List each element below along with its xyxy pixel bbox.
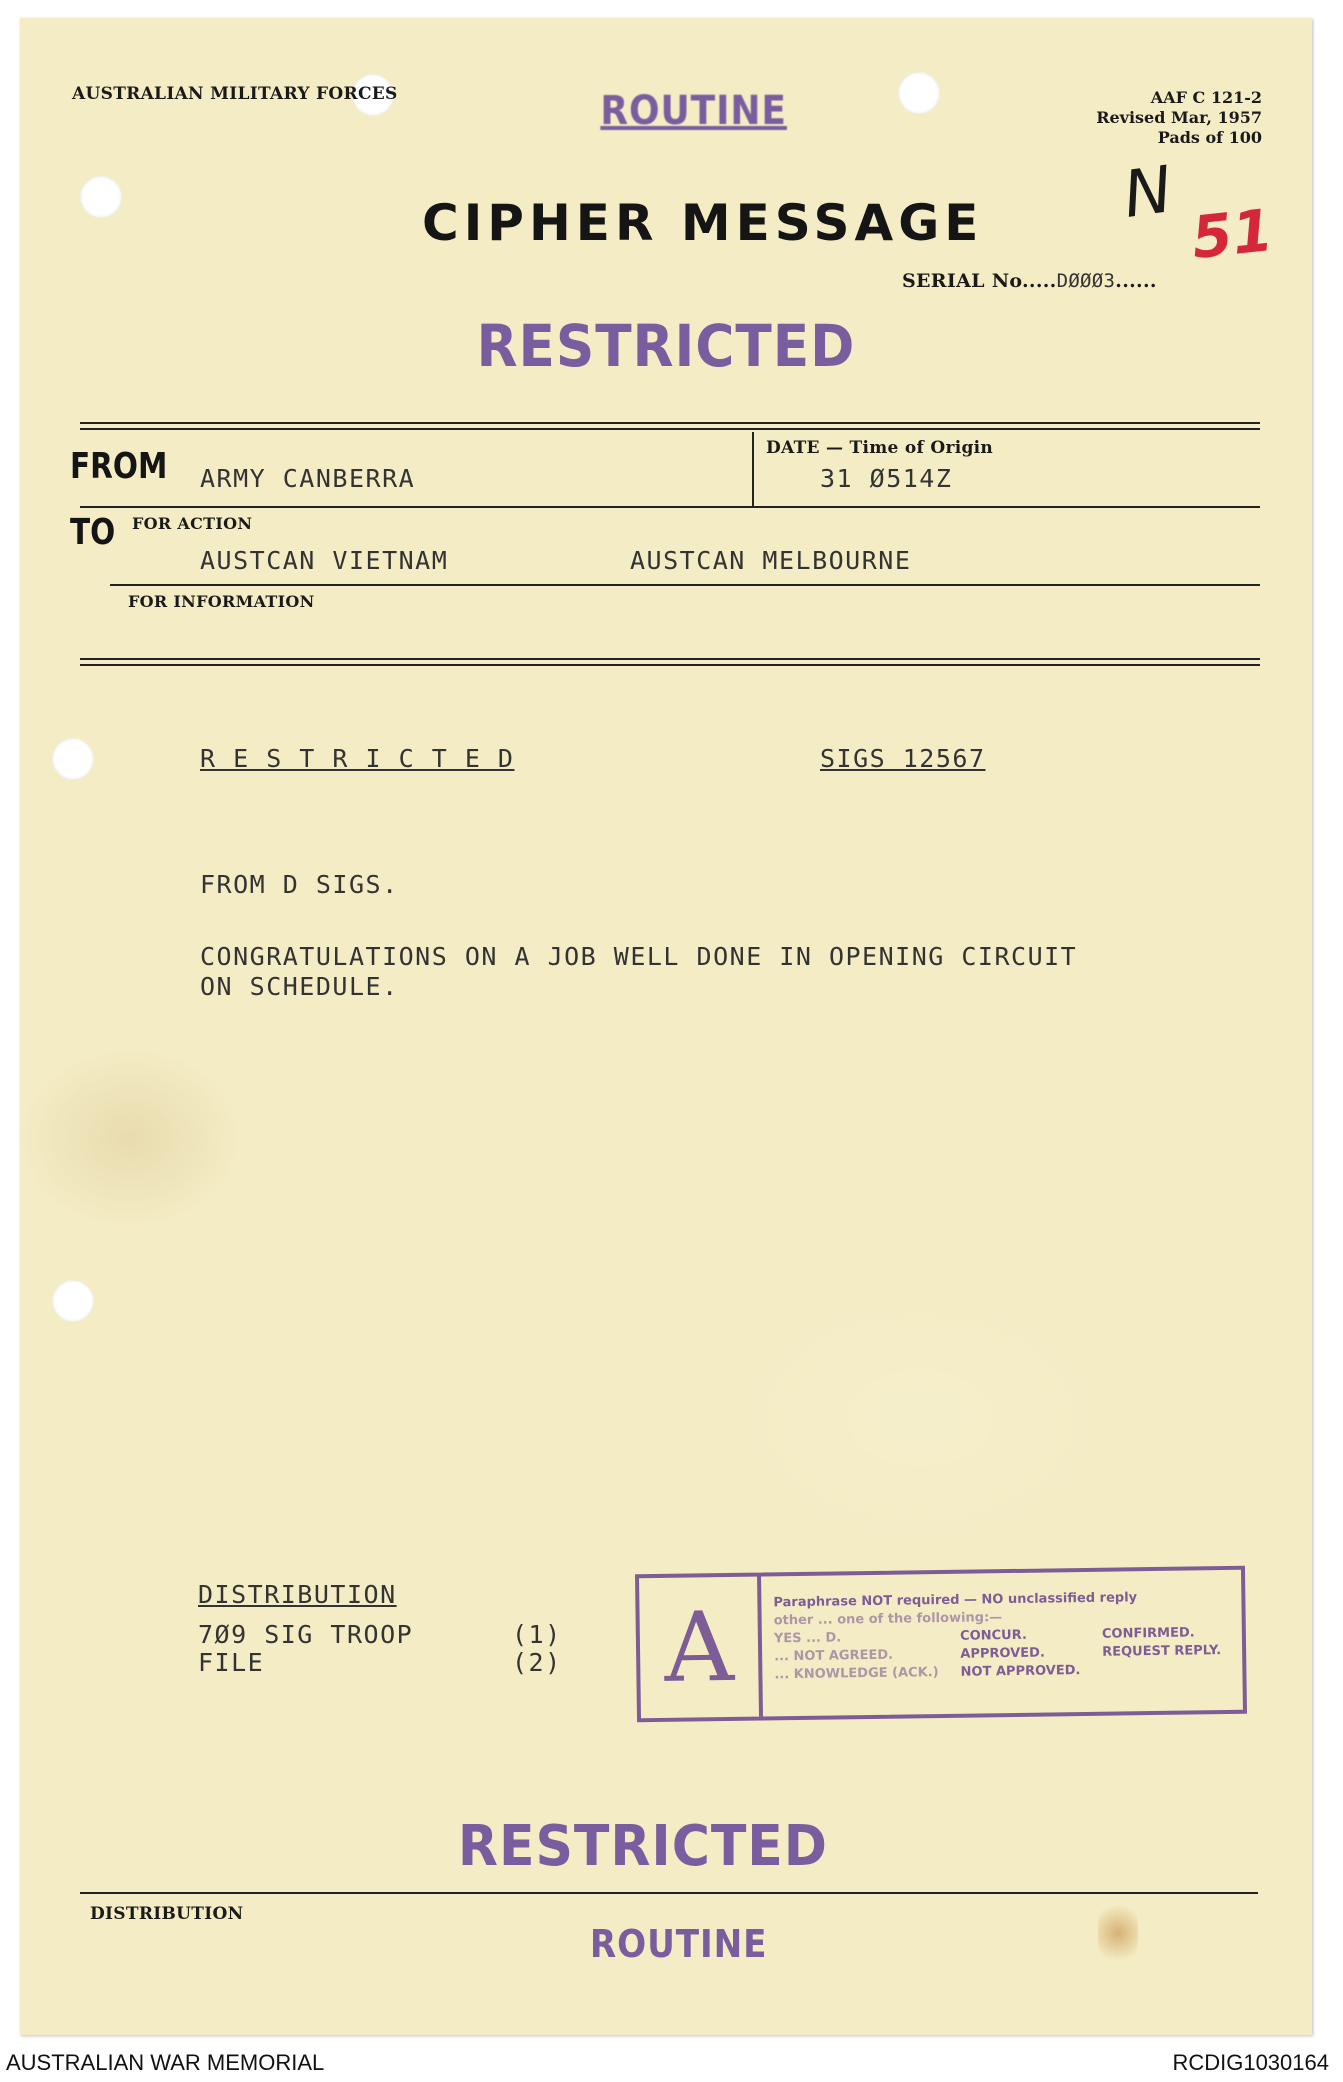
date-divider	[752, 432, 754, 508]
punch-hole	[80, 176, 122, 218]
message-originator: FROM D SIGS.	[200, 870, 399, 899]
to-rule	[110, 584, 1260, 586]
form-number-block	[1096, 88, 1262, 148]
punch-hole	[898, 72, 940, 114]
from-value: ARMY CANBERRA	[200, 464, 416, 493]
handwritten-letter: N	[1119, 153, 1177, 233]
message-body-line: CONGRATULATIONS ON A JOB WELL DONE IN OPENING CIRCUIT	[200, 942, 1078, 971]
serial-label: SERIAL No.....	[902, 270, 1057, 292]
serial-dots: ......	[1115, 270, 1157, 292]
message-body-line: ON SCHEDULE.	[200, 972, 399, 1001]
header-rule	[80, 422, 1260, 424]
header-rule	[80, 428, 1260, 430]
section-rule	[80, 664, 1260, 666]
stamp-options	[774, 1624, 1235, 1684]
for-action-label: FOR ACTION	[132, 514, 253, 533]
punch-hole	[52, 1280, 94, 1322]
form-number: AAF C 121-2	[1150, 88, 1262, 107]
form-revised: Revised Mar, 1957	[1096, 108, 1262, 127]
date-time-value: 31 Ø514Z	[820, 464, 953, 493]
stamp-option: REQUEST REPLY.	[1102, 1643, 1222, 1660]
routine-stamp-top: ROUTINE	[600, 88, 787, 134]
paraphrase-stamp	[635, 1566, 1247, 1723]
restricted-stamp-bottom: RESTRICTED	[457, 1814, 828, 1879]
stamp-option: CONCUR.	[960, 1627, 1027, 1644]
cipher-message-sheet	[20, 18, 1312, 2035]
to-label: TO	[70, 512, 116, 553]
issuer-heading: AUSTRALIAN MILITARY FORCES	[72, 84, 398, 104]
distribution-heading: DISTRIBUTION	[198, 1580, 397, 1609]
date-label: DATE — Time of Origin	[766, 438, 994, 458]
stain	[1098, 1898, 1138, 1968]
credit-right: RCDIG1030164	[1172, 2050, 1329, 2075]
stamp-option: ... KNOWLEDGE (ACK.)	[774, 1665, 939, 1683]
stamp-option: CONFIRMED.	[1101, 1625, 1195, 1642]
stamp-col	[960, 1626, 1081, 1682]
stamp-letter: A	[663, 1590, 735, 1704]
handwritten-number: 51	[1188, 195, 1277, 273]
to-action-2: AUSTCAN MELBOURNE	[630, 546, 912, 575]
message-reference: SIGS 12567	[820, 744, 986, 773]
for-information-label: FOR INFORMATION	[128, 592, 315, 611]
serial-value: DØØØ3	[1056, 270, 1116, 292]
form-pads: Pads of 100	[1157, 128, 1262, 147]
stamp-option: YES ... D.	[773, 1630, 842, 1647]
distribution-footer-label: DISTRIBUTION	[90, 1904, 244, 1924]
stamp-col	[774, 1628, 939, 1684]
restricted-stamp-top: RESTRICTED	[476, 312, 856, 380]
from-label: FROM	[70, 446, 168, 487]
stamp-letter-cell	[639, 1577, 763, 1719]
distribution-copy: (2)	[512, 1648, 562, 1677]
credit-left: AUSTRALIAN WAR MEMORIAL	[6, 2050, 325, 2075]
punch-hole	[52, 738, 94, 780]
stamp-option: ... NOT AGREED.	[774, 1647, 894, 1665]
distribution-copy: (1)	[512, 1620, 562, 1649]
classification-line: R E S T R I C T E D	[200, 744, 515, 773]
stamp-line: Paraphrase NOT required — NO unclassified reply	[773, 1590, 1138, 1611]
distribution-name: 7Ø9 SIG TROOP	[198, 1620, 414, 1649]
stamp-option: NOT APPROVED.	[960, 1663, 1081, 1680]
to-action-1: AUSTCAN VIETNAM	[200, 546, 449, 575]
page-title: CIPHER MESSAGE	[422, 194, 984, 252]
stamp-option: APPROVED.	[960, 1645, 1045, 1662]
from-rule	[80, 506, 1260, 508]
stamp-line: other ... one of the following:—	[773, 1610, 1003, 1629]
routine-stamp-bottom: ROUTINE	[589, 1922, 768, 1966]
section-rule	[80, 658, 1260, 660]
stamp-text	[773, 1588, 1234, 1684]
footer-rule	[80, 1892, 1258, 1894]
serial-number	[902, 270, 1157, 292]
distribution-name: FILE	[198, 1648, 265, 1677]
stamp-col	[1102, 1624, 1222, 1680]
